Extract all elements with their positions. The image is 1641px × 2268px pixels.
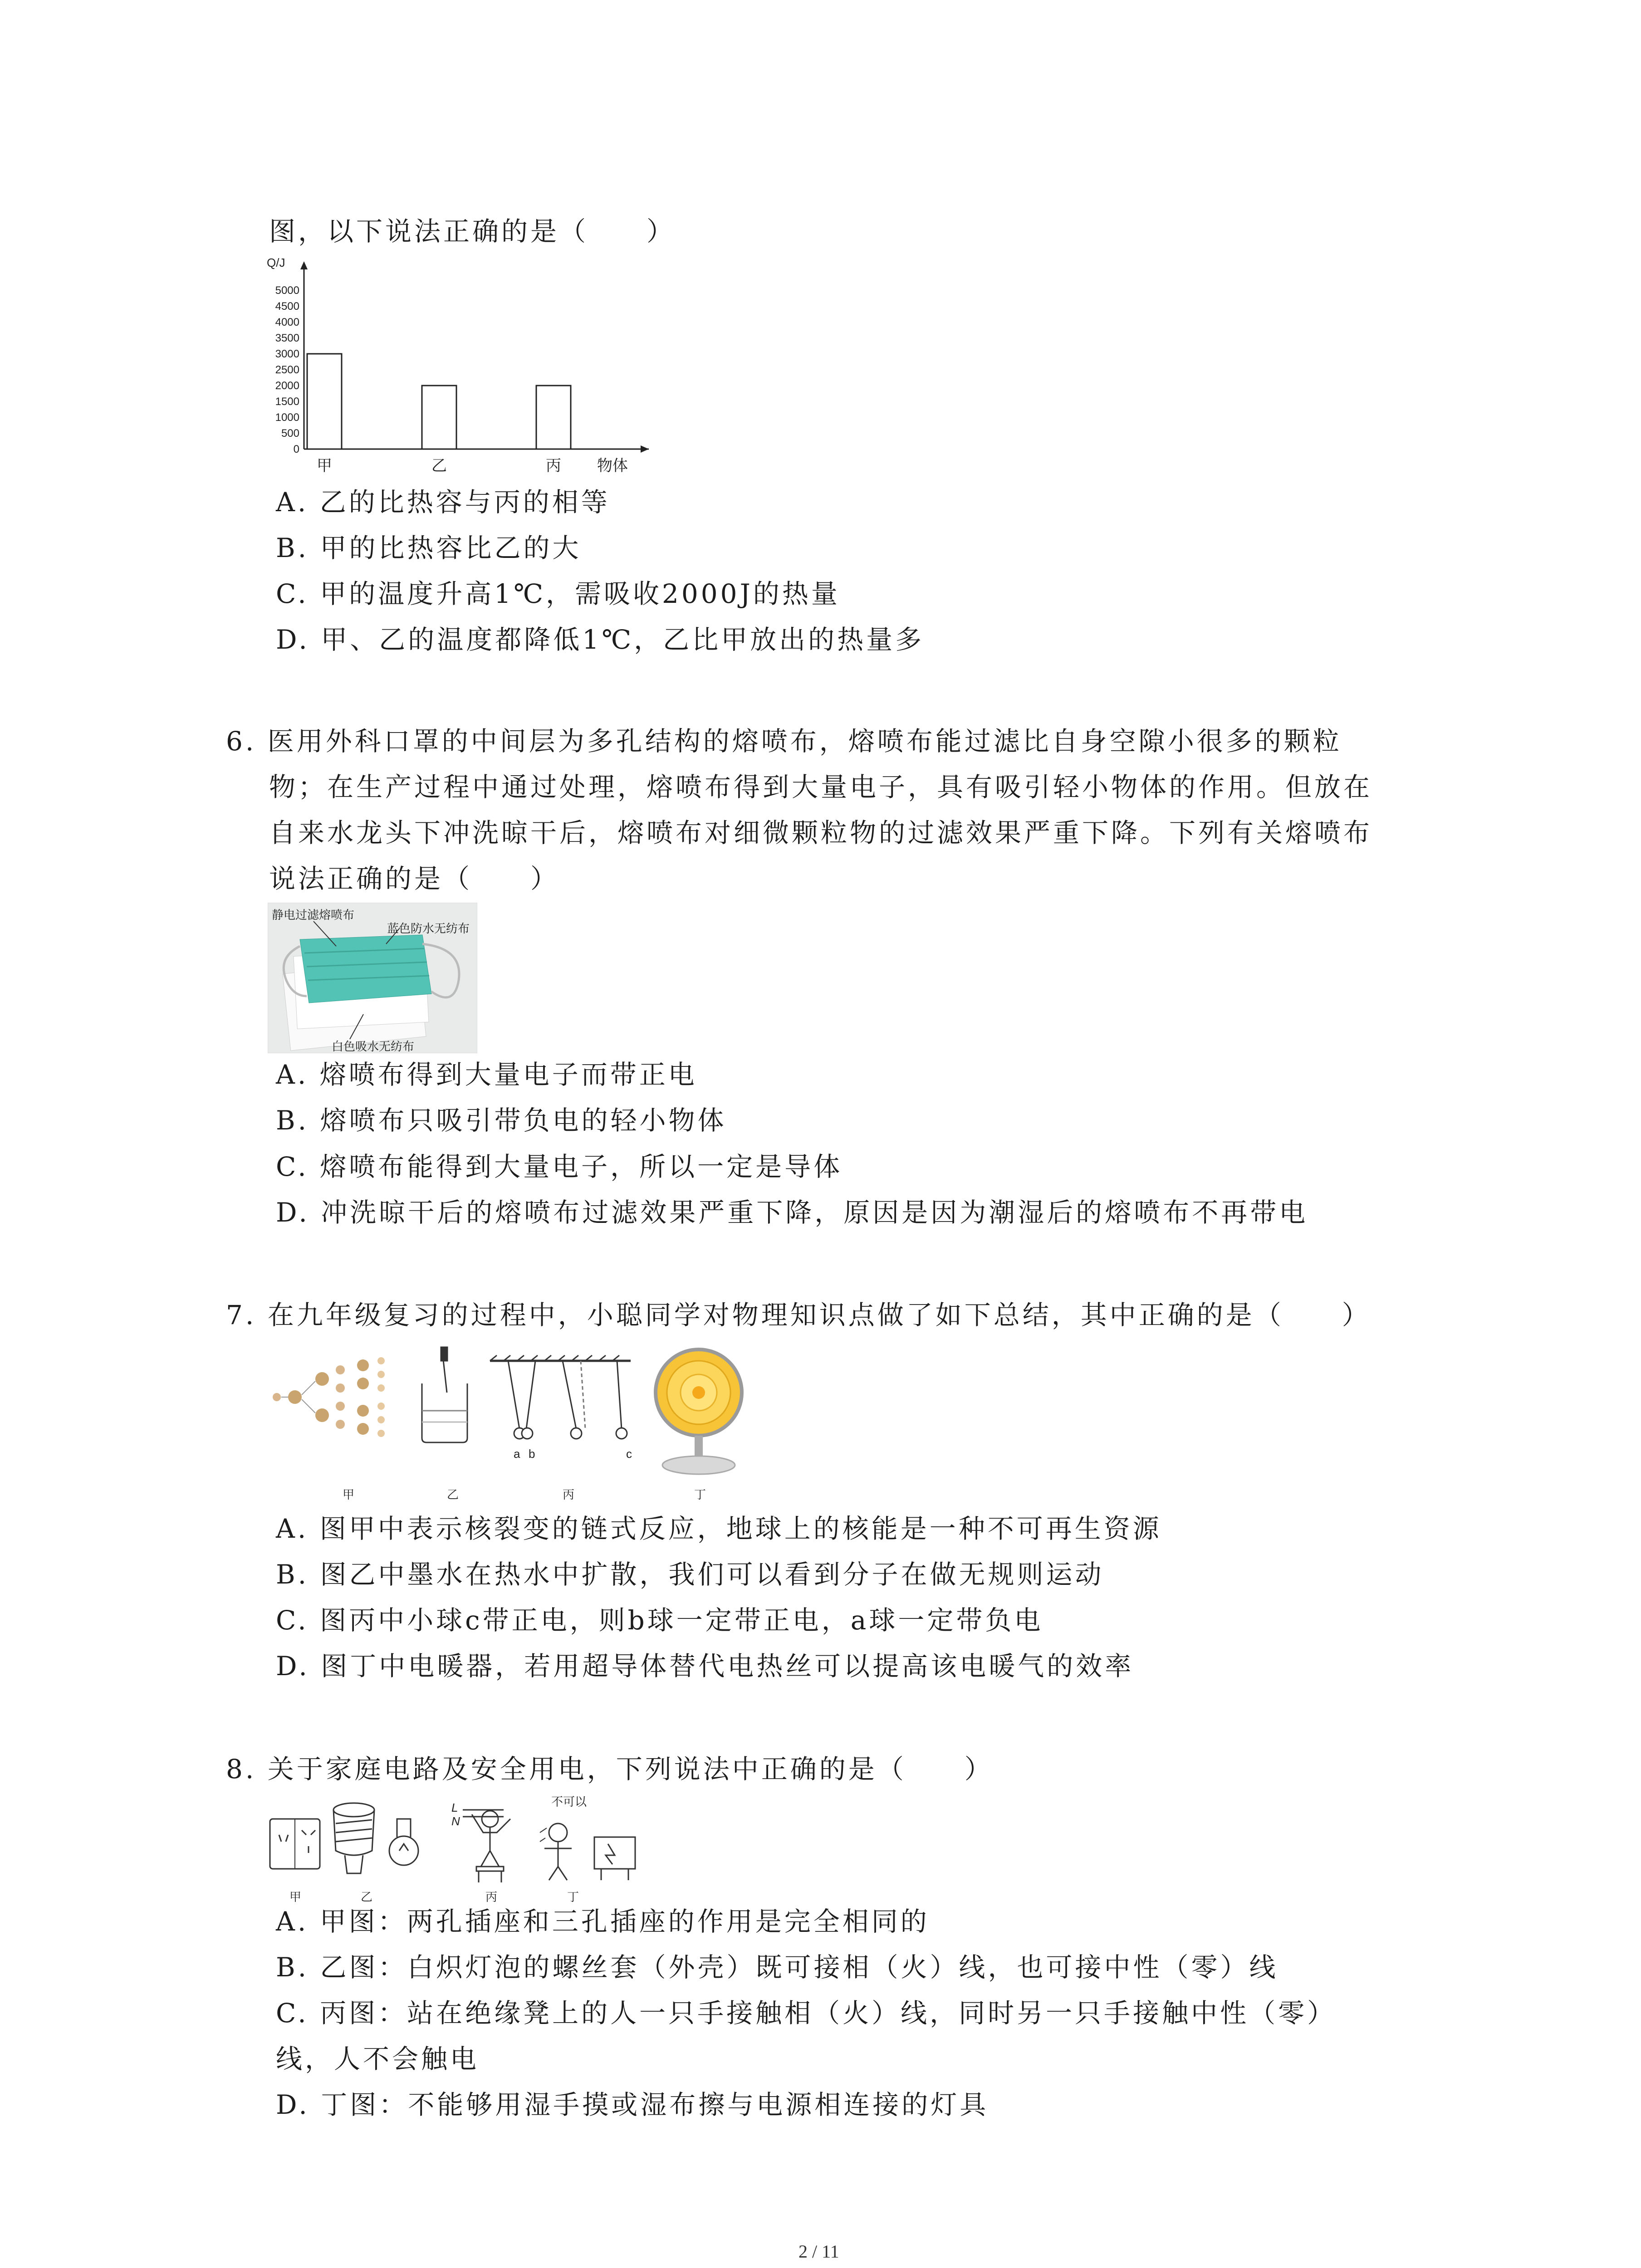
bulb-base-figure [333,1803,374,1873]
q6-stem-line-2: 物；在生产过程中通过处理，熔喷布得到大量电子，具有吸引轻小物体的作用。但放在 [269,772,1373,802]
y-axis-arrow [300,261,308,269]
mask-label-filter: 静电过滤熔喷布 [272,908,355,922]
q6-option-b: B. 熔喷布只吸引带负电的轻小物体 [276,1105,727,1136]
q6-stem-line-1: 6. 医用外科口罩的中间层为多孔结构的熔喷布，熔喷布能过滤比自身空隙小很多的颗粒 [226,726,1342,757]
q8-figures [268,1792,667,1904]
q7-option-b: B. 图乙中墨水在热水中扩散，我们可以看到分子在做无规则运动 [276,1559,1104,1590]
y-tick-label: 3500 [275,332,299,344]
q7-figures [268,1343,767,1501]
heater-figure [656,1349,742,1474]
y-tick-label: 1500 [275,396,299,408]
q5-bar-chart [263,254,671,481]
socket-figure [270,1819,320,1869]
page-number: 2 / 11 [798,2241,839,2262]
q6-stem-line-3: 自来水龙头下冲洗晾干后，熔喷布对细微颗粒物的过滤效果严重下降。下列有关熔喷布 [269,817,1373,848]
q8-label-L: L [451,1801,458,1814]
q8-caption-yi: 乙 [361,1890,373,1904]
q7-caption-bing: 丙 [563,1488,575,1501]
q5-stem-tail: 图，以下说法正确的是（ ） [269,216,676,247]
light-bulb-figure [389,1819,418,1865]
wet-cloth-figure [540,1823,635,1880]
bar-3 [536,386,571,449]
hanging-balls-figure [490,1355,631,1439]
q8-option-a: A. 甲图：两孔插座和三孔插座的作用是完全相同的 [276,1906,930,1937]
q8-label-not-allowed: 不可以 [551,1795,587,1809]
q7-caption-yi: 乙 [447,1488,459,1501]
mask-label-waterproof: 蓝色防水无纺布 [387,922,470,935]
y-tick-label: 0 [293,443,299,455]
q7-caption-jia: 甲 [343,1488,355,1501]
y-tick-label: 1000 [275,411,299,424]
q7-option-a: A. 图甲中表示核裂变的链式反应，地球上的核能是一种不可再生资源 [276,1513,1162,1544]
bar-2 [422,386,456,449]
y-tick-label: 4500 [275,300,299,313]
q6-option-a: A. 熔喷布得到大量电子而带正电 [276,1059,697,1090]
q6-option-d: D. 冲洗晾干后的熔喷布过滤效果严重下降，原因是因为潮湿后的熔喷布不再带电 [276,1197,1308,1228]
q5-option-c: C. 甲的温度升高1℃，需吸收2000J的热量 [276,578,840,609]
beaker-figure [422,1347,467,1442]
ball-label-b: b [529,1447,535,1461]
y-tick-label: 2000 [275,380,299,392]
x-tick-label: 甲 [317,457,332,475]
q6-option-c: C. 熔喷布能得到大量电子，所以一定是导体 [276,1151,843,1182]
chain-reaction-figure [273,1357,385,1437]
mask-photo [268,903,477,1053]
x-tick-label: 乙 [431,457,447,475]
q6-stem-line-4: 说法正确的是（ ） [269,863,560,894]
ball-label-a: a [514,1447,520,1461]
ball-label-c: c [626,1447,632,1461]
q5-option-a: A. 乙的比热容与丙的相等 [276,487,610,518]
x-tick-label: 丙 [546,457,561,475]
q5-option-d: D. 甲、乙的温度都降低1℃，乙比甲放出的热量多 [276,624,925,655]
q8-caption-jia: 甲 [289,1890,302,1904]
mask-label-absorbent: 白色吸水无纺布 [332,1040,415,1053]
q8-stem: 8. 关于家庭电路及安全用电，下列说法中正确的是（ ） [226,1754,994,1784]
q5-option-b: B. 甲的比热容比乙的大 [276,533,582,563]
q8-option-c: C. 丙图：站在绝缘凳上的人一只手接触相（火）线，同时另一只手接触中性（零） [276,1998,1337,2028]
q7-caption-ding: 丁 [694,1488,706,1501]
y-tick-label: 4000 [275,316,299,328]
q8-option-d: D. 丁图：不能够用湿手摸或湿布擦与电源相连接的灯具 [276,2089,989,2120]
q8-option-b: B. 乙图：白炽灯泡的螺丝套（外壳）既可接相（火）线，也可接中性（零）线 [276,1952,1279,1983]
q8-caption-bing: 丙 [485,1890,498,1904]
q7-option-c: C. 图丙中小球c带正电，则b球一定带正电，a球一定带负电 [276,1605,1043,1636]
q7-stem: 7. 在九年级复习的过程中，小聪同学对物理知识点做了如下总结，其中正确的是（ ） [226,1300,1371,1330]
q7-option-d: D. 图丁中电暖器，若用超导体替代电热丝可以提高该电暖气的效率 [276,1651,1134,1681]
y-tick-label: 500 [281,427,299,440]
y-tick-label: 2500 [275,364,299,376]
y-axis-label: Q/J [267,256,285,269]
q8-label-N: N [451,1814,460,1828]
y-tick-label: 3000 [275,348,299,360]
x-axis-label: 物体 [597,457,628,475]
q8-caption-ding: 丁 [567,1890,579,1904]
person-on-stool-figure [463,1810,510,1882]
x-axis-arrow [641,445,649,453]
y-tick-label: 5000 [275,284,299,297]
q8-option-c-continued: 线，人不会触电 [276,2043,480,2074]
bar-1 [307,354,342,449]
